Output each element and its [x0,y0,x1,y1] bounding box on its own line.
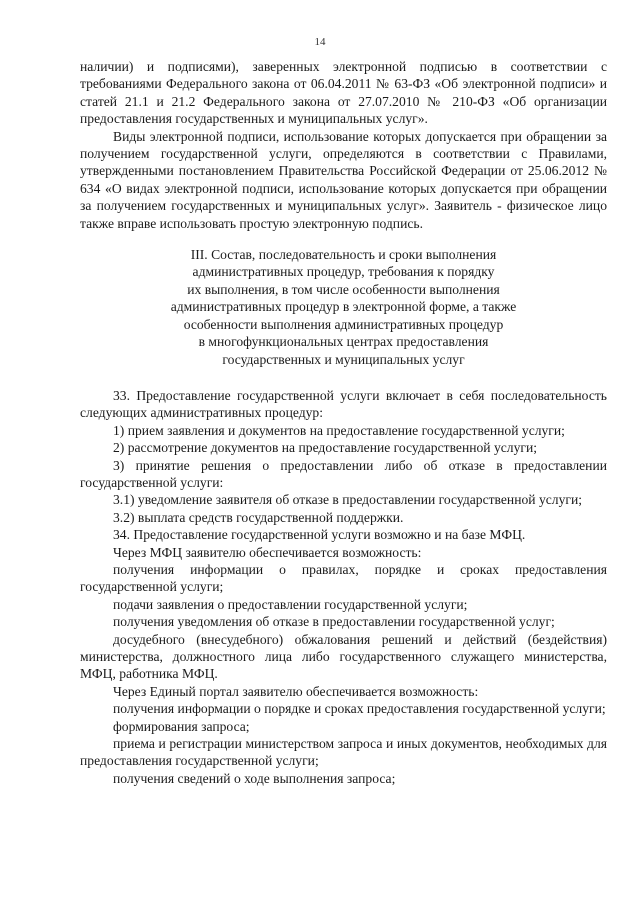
portal-item: приема и регистрации министерством запроса и иных документов, необходимых для предоставления государственной услуги; [80,736,607,769]
section-heading-line: административных процедур, требования к порядку [192,264,495,280]
section-heading-line: административных процедур в электронной форме, а также [170,299,517,315]
item-33: 33. Предоставление государственной услуги включает в себя последовательность следующих административных процедур: [80,387,607,421]
portal-intro: Через Единый портал заявителю обеспечивается возможность: [113,683,479,699]
section-heading-line: III. Состав, последовательность и сроки выполнения [190,247,497,263]
document-body [80,58,607,787]
portal-item: получения информации о порядке и сроках предоставления государственной услуги; [113,701,606,717]
paragraph-signature-types: Виды электронной подписи, использование которых допускается при обращении за получением государственной услуги, определяются в соответствии с Правилами, утвержденными постановлением Правительства Российской Федерации от 25.06.2012 № 634 «О видах электронной подписи, использование которых допускается при обращении за получением государственных и муниципальных услуг». Заявитель - физическое лицо также вправе использовать простую электронную подпись. [80,128,607,231]
mfc-item: досудебного (внесудебного) обжалования решений и действий (бездействия) министерства, должностного лица либо государственного служащего министерства, МФЦ, работника МФЦ. [80,631,607,682]
section-heading-line: их выполнения, в том числе особенности выполнения [187,281,500,297]
mfc-intro: Через МФЦ заявителю обеспечивается возможность: [113,544,422,560]
item-34: 34. Предоставление государственной услуги возможно и на базе МФЦ. [113,527,526,543]
paragraph-continuation: наличии) и подписями), заверенных электронной подписью в соответствии с требованиями Федерального закона от 06.04.2011 № 63-ФЗ «Об электронной подписи» и статей 21.1 и 21.2 Федерального закона от 27.07.2010 № 210-ФЗ «Об организации предоставления государственных и муниципальных услуг». [80,59,607,127]
portal-item: получения сведений о ходе выполнения запроса; [113,770,396,786]
section-heading-line: особенности выполнения административных процедур [183,316,504,332]
item-33-3: 3) принятие решения о предоставлении либо об отказе в предоставлении государственной услуги: [80,457,607,490]
item-33-1: 1) прием заявления и документов на предоставление государственной услуги; [113,422,565,438]
item-33-3-1: 3.1) уведомление заявителя об отказе в предоставлении государственной услуги; [113,492,582,508]
item-33-2: 2) рассмотрение документов на предоставление государственной услуги; [113,440,538,456]
mfc-item: получения уведомления об отказе в предоставлении государственной услуг; [113,614,555,630]
section-heading-line: в многофункциональных центрах предоставления [198,334,489,350]
mfc-item: получения информации о правилах, порядке и сроках предоставления государственной услуги; [80,561,607,595]
mfc-item: подачи заявления о предоставлении государственной услуги; [113,596,468,612]
portal-item: формирования запроса; [113,718,250,734]
item-33-3-2: 3.2) выплата средств государственной поддержки. [113,509,404,525]
section-heading-line: государственных и муниципальных услуг [222,351,465,367]
section-heading [80,246,607,368]
page-number: 14 [314,36,326,48]
